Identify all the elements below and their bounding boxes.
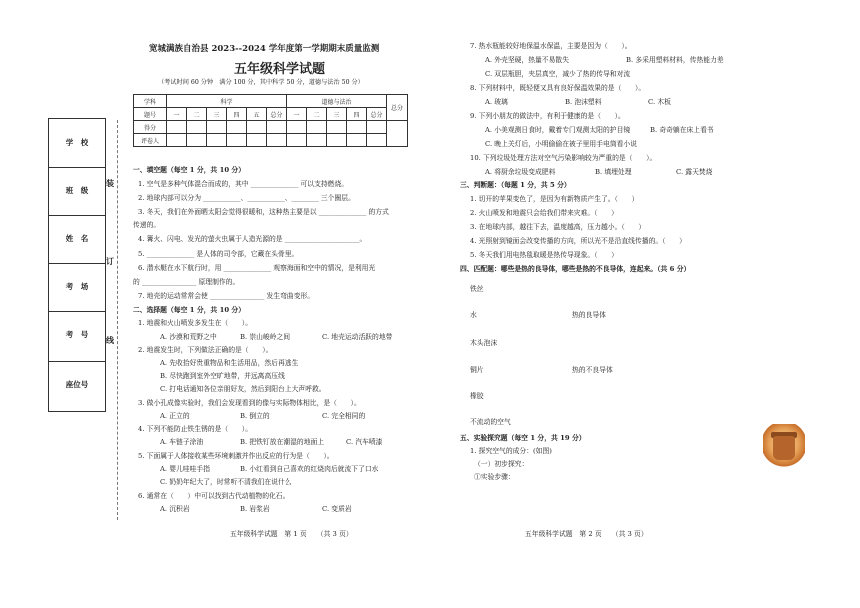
choice-7-option-a: A. 外壳坚硬，热量不易散失 <box>485 56 569 64</box>
choice-9-option-b: B. 奇奇躺在床上看书 <box>650 126 714 134</box>
choice-4-option-b: B. 把铁钉放在潮湿的地面上 <box>240 438 325 446</box>
choice-9-option-a: A. 小美观测日食时，戴着专门观测太阳的护目镜 <box>485 126 631 134</box>
section-judge-title: 三、判断题：（每题 1 分，共 5 分） <box>460 181 571 189</box>
choice-1-option-a: A. 沙漠和荒野之中 <box>160 333 217 341</box>
student-info-box <box>48 118 106 412</box>
exam-room-row <box>49 263 105 312</box>
judge-question-3: 3. 在地球内部，越往下去，温度越高，压力越小。（ ） <box>470 223 646 231</box>
match-item-water[interactable]: 水 <box>470 311 477 319</box>
experiment-question-1: 1. 探究空气的成分：(如图) <box>470 447 552 455</box>
fill-question-5: 5. ______________ 是人体的司令部，它藏在头骨里。 <box>138 250 299 258</box>
choice-10-option-a: A. 将厨余垃圾变成肥料 <box>485 168 556 176</box>
fill-question-7: 7. 地壳的运动常常会使 ________________ 发生弯曲变形。 <box>138 292 315 300</box>
grader-cell[interactable] <box>347 134 367 147</box>
grader-cell[interactable] <box>367 134 387 147</box>
match-target-good-conductor[interactable]: 热的良导体 <box>572 311 606 319</box>
score-label: 得分 <box>134 121 167 134</box>
choice-1-option-b: B. 崇山峻岭之间 <box>240 333 291 341</box>
moral-col-4: 四 <box>347 108 367 121</box>
choice-question-1: 1. 地震和火山喷发多发生在（ ）。 <box>138 319 252 327</box>
binding-dashed-line <box>117 120 118 520</box>
grader-label: 评卷人 <box>134 134 167 147</box>
choice-6-option-c: C. 变质岩 <box>322 505 352 513</box>
choice-7-option-b: B. 多采用塑料材料，传热能力差 <box>626 56 724 64</box>
fill-question-1: 1. 空气是多种气体混合而成的，其中 ______________ 可以支持燃烧。 <box>138 180 349 188</box>
judge-question-1: 1. 切开的苹果变色了，是因为有新物质产生了。（ ） <box>470 195 639 203</box>
score-cell[interactable] <box>227 121 247 134</box>
choice-question-6: 6. 通常在（ ）中可以找到古代动植物的化石。 <box>138 492 290 500</box>
science-col-2: 二 <box>187 108 207 121</box>
grader-cell[interactable] <box>187 134 207 147</box>
grader-cell[interactable] <box>227 134 247 147</box>
choice-8-option-c: C. 木板 <box>648 98 671 106</box>
choice-1-option-c: C. 地壳运动活跃的地带 <box>322 333 393 341</box>
choice-8-option-b: B. 泡沫塑料 <box>565 98 602 106</box>
choice-7-option-c: C. 双层瓶胆，夹层真空，减少了热的传导和对流 <box>485 70 631 78</box>
score-cell[interactable] <box>267 121 287 134</box>
score-cell[interactable] <box>167 121 187 134</box>
score-cell[interactable] <box>287 121 307 134</box>
section-fill-blank-title: 一、填空题（每空 1 分，共 10 分） <box>133 166 246 174</box>
subject-title: 五年级科学试题 <box>234 62 326 77</box>
name-row <box>49 215 105 264</box>
choice-8-option-a: A. 玻璃 <box>485 98 508 106</box>
grader-cell[interactable] <box>207 134 227 147</box>
choice-2-option-a: A. 先收拾好贵重物品和生活用品，然后再逃生 <box>160 359 299 367</box>
page-2-footer: 五年级科学试题 第 2 页 （共 3 页） <box>525 530 648 538</box>
moral-col-total: 总分 <box>367 108 387 121</box>
exam-number-label: 考 号 <box>65 330 89 339</box>
subject-header: 学科 <box>134 95 167 108</box>
section-match-title: 四、匹配题：哪些是热的良导体，哪些是热的不良导体，连起来。（共 6 分） <box>460 265 691 273</box>
class-label: 班 级 <box>65 186 89 195</box>
fill-question-6b: 的 ________________ 原理制作的。 <box>133 278 240 286</box>
exam-number-row <box>49 311 105 362</box>
fill-question-6a: 6. 潜水艇在水下航行时，用 ______________ 观察海面和空中的情况，是利用光 <box>138 264 376 272</box>
match-item-wood-foam[interactable]: 木头泡沫 <box>470 339 498 347</box>
choice-4-option-c: C. 汽车喷漆 <box>346 438 383 446</box>
score-cell[interactable] <box>247 121 267 134</box>
choice-question-10: 10. 下列垃圾处理方法对空气污染影响较为严重的是（ ）。 <box>470 154 657 162</box>
binding-char-3: 线 <box>106 335 114 345</box>
choice-question-8: 8. 下列材料中，既轻便又具有良好保温效果的是（ ）。 <box>470 84 646 92</box>
grand-total-header: 总分 <box>387 95 408 121</box>
fill-question-4: 4. 篝火、闪电、发光的萤火虫属于人造光源的是 ______________________。 <box>138 235 367 243</box>
match-target-poor-conductor[interactable]: 热的不良导体 <box>572 366 613 374</box>
score-cell[interactable] <box>307 121 327 134</box>
page-1-footer: 五年级科学试题 第 1 页 （共 3 页） <box>230 530 353 538</box>
question-number-label: 题号 <box>134 108 167 121</box>
science-col-4: 四 <box>227 108 247 121</box>
choice-9-option-c: C. 晚上关灯后，小明偷偷在被子里用手电筒看小说 <box>485 140 638 148</box>
fill-question-2: 2. 地球内部可以分为 ___________、___________、________ 三个圈层。 <box>138 194 355 202</box>
moral-header: 道德与法治 <box>287 95 387 108</box>
score-cell[interactable] <box>187 121 207 134</box>
science-header: 科学 <box>167 95 287 108</box>
choice-3-option-a: A. 正立的 <box>160 412 190 420</box>
moral-col-2: 二 <box>307 108 327 121</box>
score-cell[interactable] <box>347 121 367 134</box>
moral-col-3: 三 <box>327 108 347 121</box>
judge-question-4: 4. 光照射到镜面会改变传播的方向，所以光不是沿直线传播的。（ ） <box>470 237 686 245</box>
choice-question-5: 5. 下面属于人体接收某些环境刺激并作出反应的行为是（ ）。 <box>138 452 334 460</box>
choice-6-option-b: B. 岩浆岩 <box>240 505 270 513</box>
section-choice-title: 二、选择题（每空 1 分，共 10 分） <box>133 306 246 314</box>
grader-cell[interactable] <box>307 134 327 147</box>
binding-char-2: 订 <box>106 256 114 266</box>
grader-cell[interactable] <box>247 134 267 147</box>
choice-5-option-a: A. 婴儿哇哇手指 <box>160 465 211 473</box>
choice-5-option-b: B. 小红看到自己喜欢的红烧肉后就流下了口水 <box>240 465 379 473</box>
choice-question-7: 7. 热水瓶能较好地保温水保温，主要是因为（ ）。 <box>470 42 632 50</box>
choice-5-option-c: C. 奶奶年纪大了，时常听不清我们在说什么 <box>160 478 292 486</box>
class-row <box>49 167 105 216</box>
candle-jar-icon <box>773 436 795 460</box>
moral-col-1: 一 <box>287 108 307 121</box>
exam-title: 宽城满族自治县 2023--2024 学年度第一学期期末质量监测 <box>149 44 380 54</box>
judge-question-2: 2. 火山喷发和地震只会给我们带来灾难。（ ） <box>470 209 618 217</box>
exam-info: （考试时间 60 分钟 满分 100 分，其中科学 50 分，道德与法治 50 分） <box>158 79 364 86</box>
choice-question-9: 9. 下列小朋友的做法中，有利于健康的是（ ）。 <box>470 112 625 120</box>
science-col-total: 总分 <box>267 108 287 121</box>
choice-question-2: 2. 地震发生时，下列做法正确的是（ ）。 <box>138 346 273 354</box>
exam-room-label: 考 场 <box>65 282 89 291</box>
score-cell[interactable] <box>327 121 347 134</box>
binding-char-1: 装 <box>106 178 114 188</box>
choice-question-3: 3. 做小孔成像实验时，我们会发现看到的像与实际物体相比，是（ ）。 <box>138 399 361 407</box>
judge-question-5: 5. 冬天我们用电热毯取暖是热传导现象。（ ） <box>470 251 618 259</box>
score-cell[interactable] <box>367 121 387 134</box>
choice-3-option-c: C. 完全相同的 <box>322 412 366 420</box>
choice-question-4: 4. 下列不能防止铁生锈的是（ ）。 <box>138 425 252 433</box>
choice-2-option-b: B. 尽快跑到室外空旷地带，并远离高压线 <box>160 372 285 380</box>
score-table <box>133 94 408 147</box>
grader-cell[interactable] <box>327 134 347 147</box>
seat-row <box>49 361 105 409</box>
match-item-rubber[interactable]: 橡胶 <box>470 392 484 400</box>
fill-question-3b: 传递的。 <box>133 221 161 229</box>
experiment-illustration <box>763 424 805 468</box>
grader-cell[interactable] <box>287 134 307 147</box>
name-label: 姓 名 <box>65 234 89 243</box>
grand-total-cell[interactable] <box>387 121 408 147</box>
choice-10-option-c: C. 露天焚烧 <box>676 168 713 176</box>
experiment-step-heading: （一）初步探究： <box>474 460 529 468</box>
grader-cell[interactable] <box>167 134 187 147</box>
score-cell[interactable] <box>207 121 227 134</box>
school-row <box>49 119 105 168</box>
choice-2-option-c: C. 打电话通知各位亲朋好友，然后到阳台上大声呼救。 <box>160 385 326 393</box>
grader-cell[interactable] <box>267 134 287 147</box>
section-experiment-title: 五、实验探究题（每空 1 分，共 19 分） <box>460 434 586 442</box>
match-item-copper[interactable]: 铜片 <box>470 366 484 374</box>
science-col-3: 三 <box>207 108 227 121</box>
match-item-iron-wire[interactable]: 铁丝 <box>470 285 484 293</box>
science-col-1: 一 <box>167 108 187 121</box>
choice-3-option-b: B. 倒立的 <box>240 412 270 420</box>
choice-10-option-b: B. 填埋处理 <box>595 168 632 176</box>
experiment-procedure-label: ①实验步骤： <box>474 473 515 481</box>
school-label: 学 校 <box>65 138 89 147</box>
science-col-5: 五 <box>247 108 267 121</box>
fill-question-3a: 3. 冬天，我们在外面晒太阳会觉得很暖和，这种热主要是以 ______________ 的方式 <box>138 208 389 216</box>
match-item-still-air[interactable]: 不流动的空气 <box>470 418 511 426</box>
choice-4-option-a: A. 车链子涂油 <box>160 438 204 446</box>
seat-label: 座位号 <box>65 380 89 389</box>
choice-6-option-a: A. 沉积岩 <box>160 505 190 513</box>
